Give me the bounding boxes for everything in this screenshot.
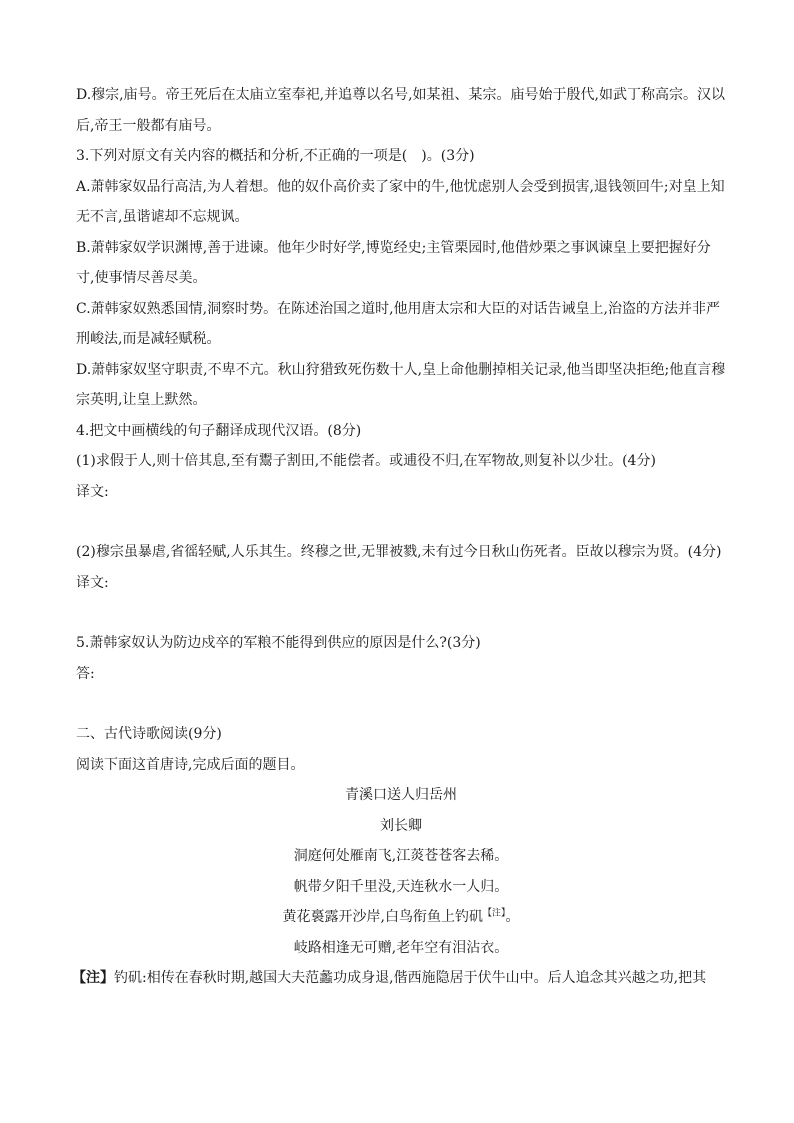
question-4-sentence-1: (1)求假于人,则十倍其息,至有鬻子割田,不能偿者。或逋役不归,在军物故,则复补以少壮。(4分) (76, 453, 656, 469)
poem-instruction: 阅读下面这首唐诗,完成后面的题目。 (76, 756, 305, 773)
question-4: 4.把文中画横线的句子翻译成现代汉语。(8分) (76, 422, 362, 439)
option-d-previous: D.穆宗,庙号。帝王死后在太庙立室奉祀,并追尊以名号,如某祖、某宗。庙号始于殷代,如武丁称高宗。汉以后,帝王一般都有庙号。 (76, 87, 725, 134)
note-text: 钓矶:相传在春秋时期,越国大夫范蠡功成身退,偕西施隐居于伏牛山中。后人追念其兴越之功,把其 (114, 970, 707, 986)
poem-line-3-end: 。 (505, 909, 520, 925)
question-3-option-c: C.萧韩家奴熟悉国情,洞察时势。在陈述治国之道时,他用唐太宗和大臣的对话告诫皇上,治盗的方法并非严刑峻法,而是减轻赋税。 (76, 300, 721, 347)
poem-line-1: 洞庭何处雁南飞,江菼苍苍客去稀。 (293, 848, 509, 864)
document-page (72, 80, 726, 994)
question-3-option-a: A.萧韩家奴品行高洁,为人着想。他的奴仆高价卖了家中的牛,他忧虑别人会受到损害,退钱领回牛;对皇上知无不言,虽谐谑却不忘规讽。 (76, 178, 725, 225)
question-3-option-b: B.萧韩家奴学识渊博,善于进谏。他年少时好学,博览经史;主管栗园时,他借炒栗之事讽谏皇上要把握好分寸,使事情尽善尽美。 (76, 239, 711, 286)
poem-line-2: 帆带夕阳千里没,天连秋水一人归。 (293, 878, 509, 895)
poem-note (72, 963, 726, 994)
poem-line-4: 岐路相逢无可赠,老年空有泪沾衣。 (293, 939, 509, 956)
poem-line-3-text: 黄花裛露开沙岸,白鸟衔鱼上钓矶 (282, 909, 483, 925)
answer-label: 答: (76, 665, 95, 682)
answer-space-1 (76, 507, 726, 537)
translation-label-1: 译文: (76, 483, 109, 500)
poem-title: 青溪口送人归岳州 (345, 787, 457, 803)
question-5: 5.萧韩家奴认为防边戍卒的军粮不能得到供应的原因是什么?(3分) (76, 635, 481, 651)
question-4-sentence-2: (2)穆宗虽暴虐,省徭轻赋,人乐其生。终穆之世,无罪被戮,未有过今日秋山伤死者。臣故以穆宗为贤。(4分) (76, 544, 722, 560)
poem-note-mark: 【注】 (482, 908, 506, 919)
question-3: 3.下列对原文有关内容的概括和分析,不正确的一项是( )。(3分) (76, 148, 475, 164)
translation-label-2: 译文: (76, 574, 109, 591)
poem-author: 刘长卿 (380, 817, 422, 834)
poem-line-3 (76, 902, 726, 933)
answer-space-3 (76, 689, 726, 719)
section-2-heading: 二、古代诗歌阅读(9分) (76, 726, 222, 742)
question-3-option-d: D.萧韩家奴坚守职责,不卑不亢。秋山狩猎致死伤数十人,皇上命他删掉相关记录,他当即坚决拒绝;他直言穆宗英明,让皇上默然。 (76, 361, 726, 408)
answer-space-2 (76, 598, 726, 628)
note-label: 【注】 (72, 970, 114, 986)
